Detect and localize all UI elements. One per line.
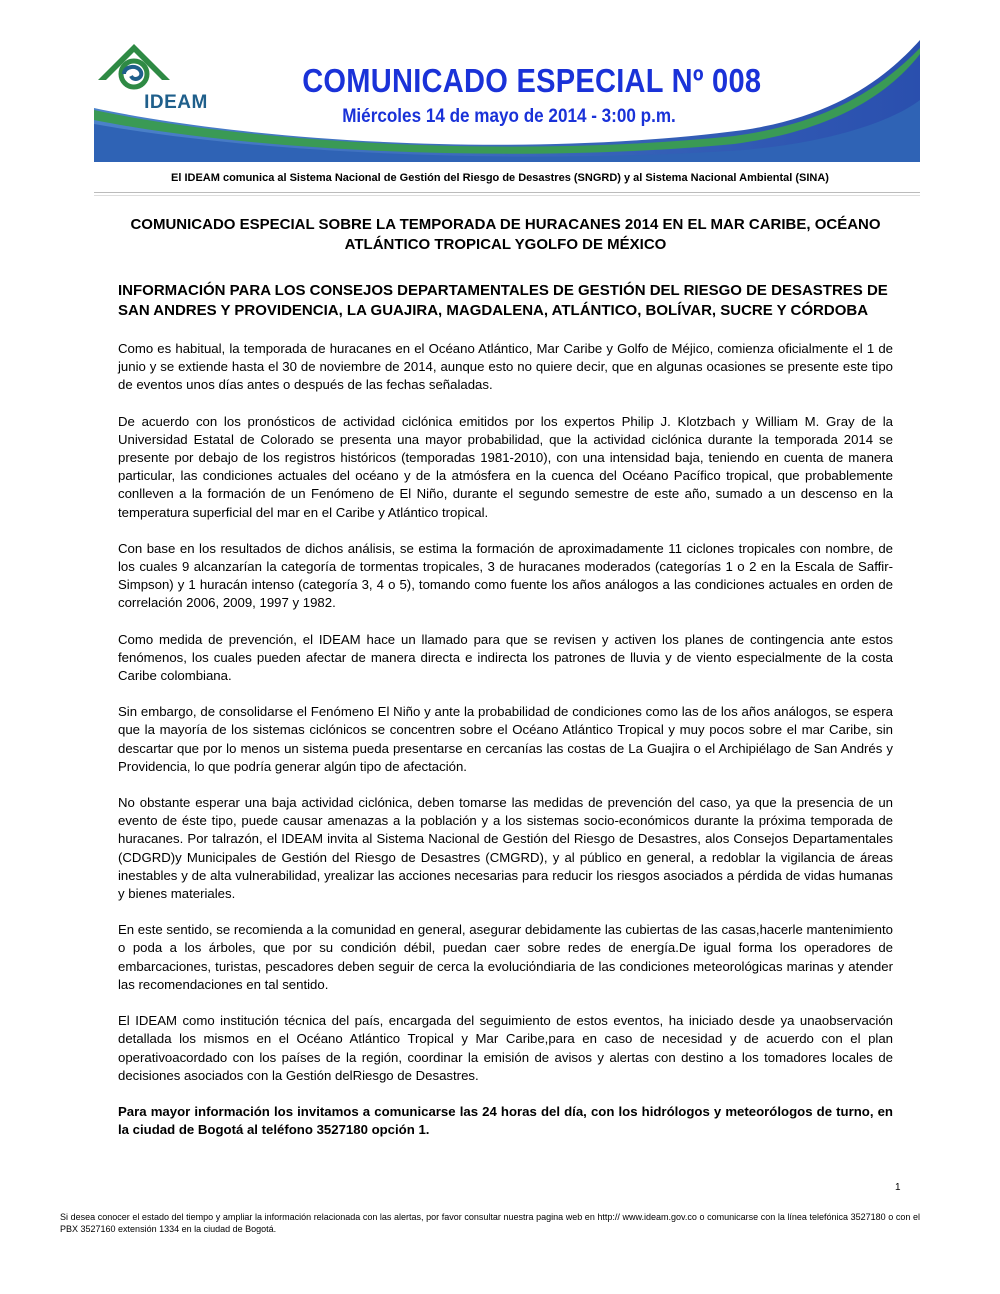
contact-paragraph: Para mayor información los invitamos a comunicarse las 24 horas del día, con los hidrólogos y meteorólogos de turno, en la ciudad de Bogotá al teléfono 3527180 opción 1. xyxy=(118,1103,893,1138)
paragraph: No obstante esperar una baja actividad ciclónica, deben tomarse las medidas de prevención del caso, ya que la presencia de un evento de éste tipo, puede causar amenazas a la población y a los sistemas socio-económicos durante la próxima temporada de huracanes. Por talrazón, el IDEAM invita al Sistema Nacional de Gestión del Riesgo de Desastres, alos Consejos Departamentales (CDGRD)y Municipales de Gestión del Riesgo de Desastres (CMGRD), y al público en general, a redoblar la vigilancia de áreas inestables y de alta vulnerabilidad, yrealizar las acciones necesarias para reducir los riesgos asociados a pérdida de vidas humanas y bienes materiales. xyxy=(118,795,893,902)
logo-text: IDEAM xyxy=(144,92,208,113)
page-number: 1 xyxy=(895,1182,901,1193)
paragraph: Sin embargo, de consolidarse el Fenómeno El Niño y ante la probabilidad de condiciones como las de los años análogos, se espera que la mayoría de los sistemas ciclónicos se concentren sobre el Océano Atlántico Tropical y muy pocos sobre el mar Caribe, sin descartar que por lo menos un sistema pueda presentarse en cercanías las costas de La Guajira o el Archipiélago de San Andrés y Providencia, lo que podría generar algún tipo de afectación. xyxy=(118,704,893,774)
header-wave-graphic xyxy=(94,40,920,162)
divider xyxy=(94,192,920,193)
paragraph: En este sentido, se recomienda a la comunidad en general, asegurar debidamente las cubiertas de las casas,hacerle mantenimiento o poda a los árboles, que por su condición débil, puedan caer sobre redes de energía.De igual forma los operadores de embarcaciones, turistas, pescadores deben seguir de cerca la evoluciόndiaria de las condiciones meteorológicas marinas y atender las recomendaciones en tal sentido. xyxy=(118,922,893,992)
footer-note: Si desea conocer el estado del tiempo y ampliar la información relacionada con las alertas, por favor consultar nuestra pagina web en http:// www.ideam.gov.co o comunicarse con la línea telefónica 3527180 o con el PBX 3527160 extensión 1334 en la ciudad de Bogotá. xyxy=(60,1212,920,1234)
document-body xyxy=(118,215,893,1139)
paragraph: Con base en los resultados de dichos análisis, se estima la formación de aproximadamente 11 ciclones tropicales con nombre, de los cuales 9 alcanzarían la categoría de tormentas tropicales, 3 de huracanes moderados (categorías 1 o 2 en la Escala de Saffir-Simpson) y 1 huracán intenso (categoría 3, 4 o 5), tomando como fuente los años análogos a las condiciones actuales en orden de correlación 2006, 2009, 1997 y 1982. xyxy=(118,540,893,611)
tagline: El IDEAM comunica al Sistema Nacional de Gestión del Riesgo de Desastres (SNGRD) y al Sistema Nacional Ambiental (SINA) xyxy=(171,172,829,184)
paragraph: Como medida de prevención, el IDEAM hace un llamado para que se revisen y activen los planes de contingencia ante estos fenómenos, los cuales pueden afectar de manera directa e indirecta los patrones de lluvia y de viento especialmente de la costa Caribe colombiana. xyxy=(118,631,893,684)
paragraph: El IDEAM como institución técnica del país, encargada del seguimiento de estos eventos, ha iniciado desde ya unaobservación detallada los mismos en el Océano Atlántico Tropical y Mar Caribe,para en caso de necesidad y de acuerdo con el plan operativoacordado con los países de la región, coordinar la emisión de avisos y alertas con destino a los tomadores locales de decisiones asociados con la Gestión delRiesgo de Desastres. xyxy=(118,1013,893,1083)
paragraph: De acuerdo con los pronósticos de actividad ciclónica emitidos por los expertos Philip J. Klotzbach y William M. Gray de la Universidad Estatal de Colorado se presenta una mayor probabilidad, que la actividad ciclónica durante la temporada 2014 se presente por debajo de los registros históricos (temporadas 1981-2010), con una intensidad baja, teniendo en cuenta de manera particular, las condiciones actuales del océano y de la atmósfera en la cuenca del Océano Pacífico tropical, que probablemente conlleven a la formación de un Fenómeno de El Niño, durante el segundo semestre de este año, sumado a un descenso en la temperatura superficial del mar en el Caribe y Atlántico tropical. xyxy=(118,413,893,520)
header-banner xyxy=(94,40,920,162)
document-title: COMUNICADO ESPECIAL SOBRE LA TEMPORADA DE HURACANES 2014 EN EL MAR CARIBE, OCÉANO ATLÁNTICO TROPICAL YGOLFO DE MÉXICO xyxy=(130,216,881,253)
divider xyxy=(94,195,920,196)
communique-date: Miércoles 14 de mayo de 2014 - 3:00 p.m. xyxy=(342,106,676,127)
paragraph: Como es habitual, la temporada de huracanes en el Océano Atlántico, Mar Caribe y Golfo de Méjico, comienza oficialmente el 1 de junio y se extiende hasta el 30 de noviembre de 2014, aunque esto no quiere decir, que en algunas ocasiones se presente este tipo de eventos unos días antes o después de las fechas señaladas. xyxy=(118,341,893,393)
document-subheading: INFORMACIÓN PARA LOS CONSEJOS DEPARTAMENTALES DE GESTIÓN DEL RIESGO DE DESASTRES DE SAN ANDRES Y PROVIDENCIA, LA GUAJIRA, MAGDALENA, ATLÁNTICO, BOLÍVAR, SUCRE Y CÓRDOBA xyxy=(118,282,888,319)
communique-title: COMUNICADO ESPECIAL Nº 008 xyxy=(302,62,762,99)
